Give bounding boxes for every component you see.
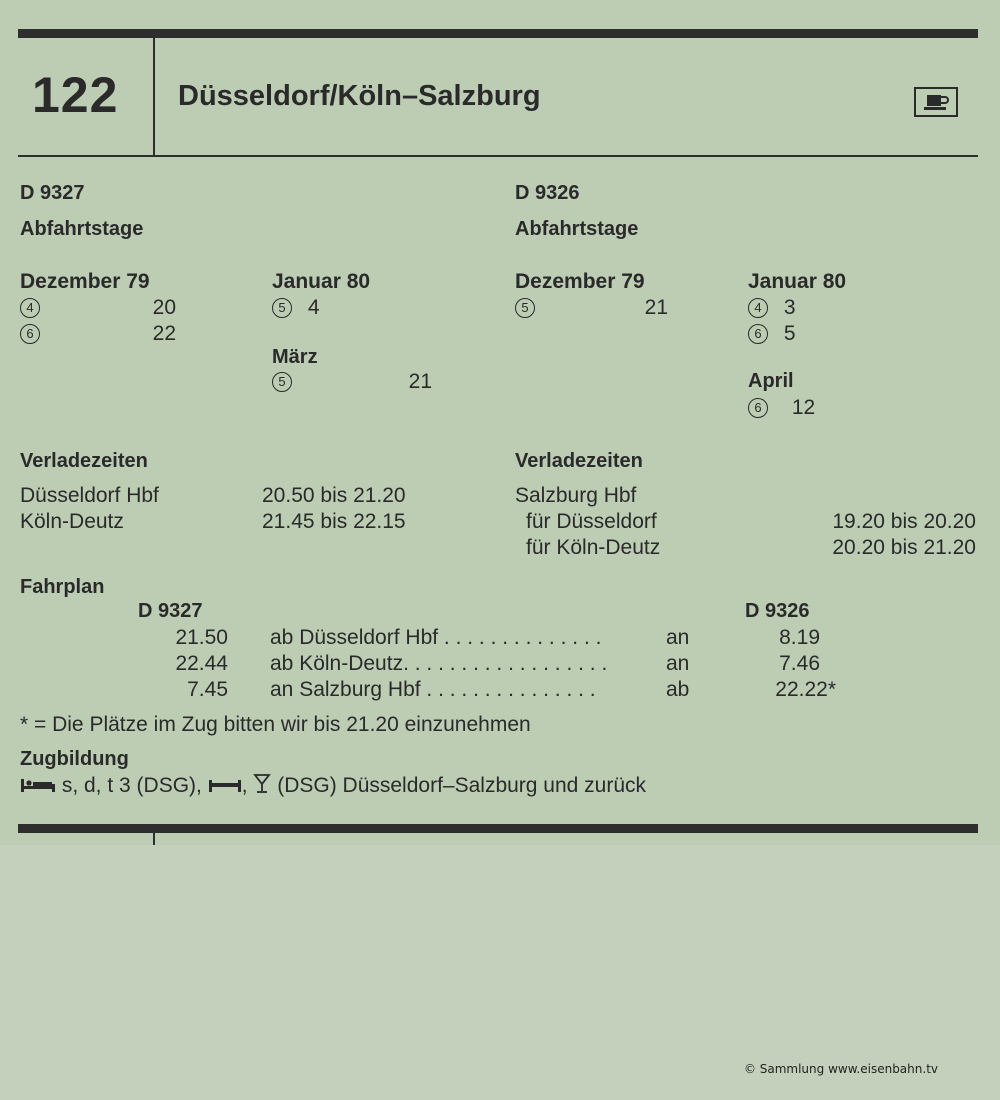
- right-day-row: [748, 322, 796, 346]
- zugbildung-text-1: s, d, t 3 (DSG),: [56, 774, 208, 797]
- fahrplan-time-out: 22.44: [175, 652, 228, 675]
- right-month-april: April: [748, 370, 794, 392]
- left-verlade-station: Köln-Deutz: [20, 510, 124, 533]
- left-day-row: [20, 296, 44, 320]
- fahrplan-station: ab Düsseldorf Hbf . . . . . . . . . . . . . .: [270, 626, 602, 649]
- zugbildung-label: Zugbildung: [20, 748, 129, 770]
- right-day-row: [748, 296, 796, 320]
- right-verlade-time: 20.20 bis 21.20: [832, 536, 976, 559]
- coffee-cup-icon: [914, 87, 958, 117]
- footnote: * = Die Plätze im Zug bitten wir bis 21.20 einzunehmen: [20, 713, 531, 736]
- fahrplan-label: Fahrplan: [20, 576, 105, 598]
- fahrplan-station: ab Köln-Deutz. . . . . . . . . . . . . . . . . .: [270, 652, 608, 675]
- left-day-row: [20, 322, 44, 346]
- left-verlade-time: 20.50 bis 21.20: [262, 484, 406, 507]
- right-verlade-station: für Köln-Deutz: [526, 536, 661, 559]
- left-day-date: 4: [307, 296, 320, 319]
- right-abfahrtstage-label: Abfahrtstage: [515, 218, 639, 240]
- weekday-circle: 6: [20, 324, 40, 344]
- zugbildung-line: [20, 774, 646, 800]
- fahrplan-time-out: 21.50: [175, 626, 228, 649]
- top-rule: [18, 29, 978, 38]
- fahrplan-time-back: 7.46: [779, 652, 820, 675]
- header-divider: [153, 38, 155, 156]
- weekday-circle: 4: [20, 298, 40, 318]
- weekday-circle: 5: [272, 298, 292, 318]
- left-verladezeiten-label: Verladezeiten: [20, 450, 148, 472]
- right-month-januar: Januar 80: [748, 270, 847, 293]
- fahrplan-station: an Salzburg Hbf . . . . . . . . . . . . . . .: [270, 678, 596, 701]
- right-day-date: 3: [783, 296, 796, 319]
- left-verlade-station: Düsseldorf Hbf: [20, 484, 159, 507]
- left-day-row: [272, 370, 296, 394]
- right-verladezeiten-label: Verladezeiten: [515, 450, 643, 472]
- left-month-dezember: Dezember 79: [20, 270, 150, 293]
- dining-glass-icon: [253, 774, 271, 800]
- fahrplan-time-out: 7.45: [187, 678, 228, 701]
- weekday-circle: 6: [748, 324, 768, 344]
- couchette-icon: [208, 776, 242, 800]
- right-day-date: 12: [791, 396, 816, 419]
- left-train-number: D 9327: [20, 182, 85, 204]
- zugbildung-text-3: (DSG) Düsseldorf–Salzburg und zurück: [271, 774, 647, 797]
- fahrplan-time-back: 22.22*: [775, 678, 836, 701]
- weekday-circle: 6: [748, 398, 768, 418]
- right-month-dezember: Dezember 79: [515, 270, 645, 293]
- bottom-stub: [153, 833, 155, 845]
- weekday-circle: 4: [748, 298, 768, 318]
- right-verlade-station: für Düsseldorf: [526, 510, 657, 533]
- right-day-date: 21: [644, 296, 668, 319]
- right-train-number: D 9326: [515, 182, 580, 204]
- left-verlade-time: 21.45 bis 22.15: [262, 510, 406, 533]
- left-day-row: [272, 296, 320, 320]
- right-verlade-station-main: Salzburg Hbf: [515, 484, 637, 507]
- fahrplan-train-out: D 9327: [138, 600, 203, 622]
- weekday-circle: 5: [272, 372, 292, 392]
- left-month-januar: Januar 80: [272, 270, 371, 293]
- left-day-date: 21: [408, 370, 432, 393]
- left-day-date: 22: [152, 322, 176, 345]
- zugbildung-text-2: ,: [241, 774, 254, 797]
- route-title: Düsseldorf/Köln–Salzburg: [178, 80, 541, 112]
- fahrplan-direction: an: [666, 626, 690, 649]
- weekday-circle: 5: [515, 298, 535, 318]
- left-day-date: 20: [152, 296, 176, 319]
- fahrplan-time-back: 8.19: [779, 626, 820, 649]
- right-day-date: 5: [783, 322, 796, 345]
- route-number: 122: [32, 67, 119, 123]
- header-bottom-rule: [18, 155, 978, 157]
- copyright-notice: © Sammlung www.eisenbahn.tv: [743, 1062, 938, 1076]
- fahrplan-direction: ab: [666, 678, 690, 701]
- fahrplan-train-back: D 9326: [745, 600, 810, 622]
- left-month-maerz: März: [272, 346, 318, 368]
- right-verlade-time: 19.20 bis 20.20: [832, 510, 976, 533]
- bottom-rule: [18, 824, 978, 833]
- sleeping-car-icon: [20, 776, 56, 800]
- right-day-row: [748, 396, 815, 420]
- left-abfahrtstage-label: Abfahrtstage: [20, 218, 144, 240]
- right-day-row: [515, 296, 539, 320]
- fahrplan-direction: an: [666, 652, 690, 675]
